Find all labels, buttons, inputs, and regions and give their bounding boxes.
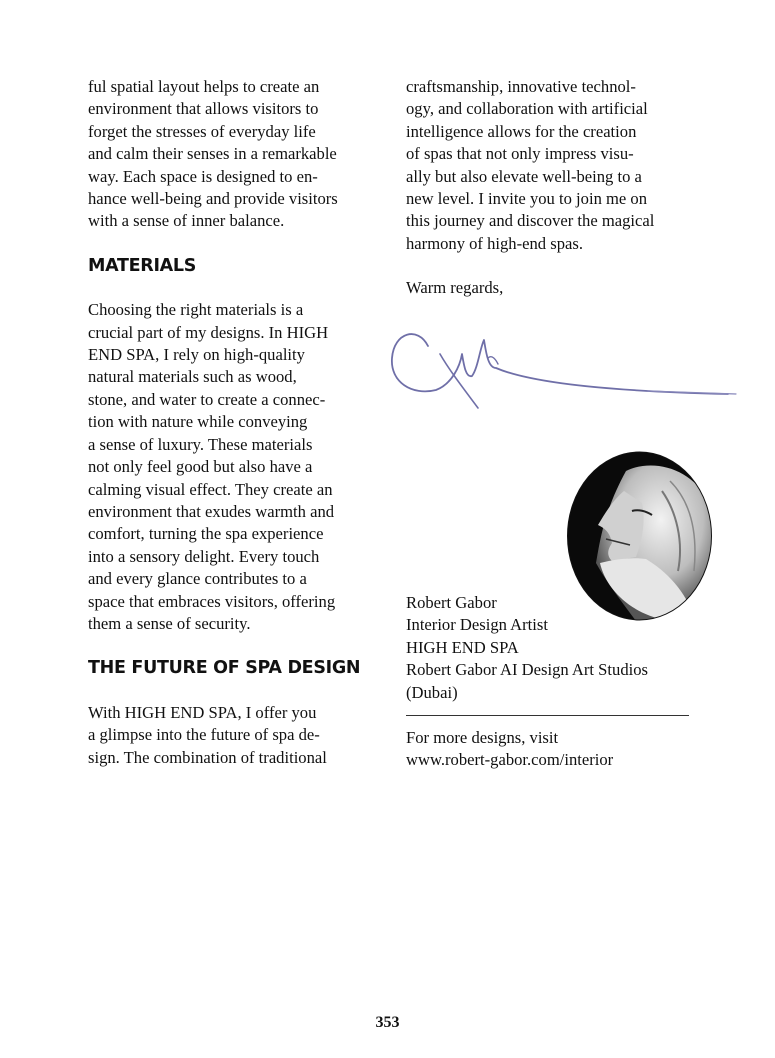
text-line: ful spatial layout helps to create an (88, 77, 320, 96)
text-line: Choosing the right materials is a (88, 300, 304, 320)
text-line: calming visual effect. They create an (88, 479, 333, 499)
left-column (88, 76, 388, 769)
materials-heading: MATERIALS (88, 255, 197, 276)
future-paragraph (88, 702, 388, 769)
text-line: sign. The combination of traditional (88, 747, 327, 767)
more-designs-text: For more designs, visit (406, 728, 559, 747)
materials-paragraph (88, 299, 388, 635)
text-line: stone, and water to create a connec- (88, 389, 326, 409)
text-line: and every glance contributes to a (88, 569, 307, 589)
page-number: 353 (375, 1014, 400, 1031)
website-url: www.robert-gabor.com/interior (406, 750, 614, 770)
author-name: Robert Gabor (406, 593, 497, 612)
text-line: tion with nature while conveying (88, 412, 308, 432)
author-title: Interior Design Artist (406, 615, 548, 635)
text-line: a sense of luxury. These materials (88, 434, 313, 454)
right-column (406, 76, 706, 300)
handwritten-signature (388, 318, 748, 413)
text-line: way. Each space is designed to en- (88, 166, 318, 186)
text-line: new level. I invite you to join me on (406, 189, 648, 209)
text-line: a glimpse into the future of spa de- (88, 725, 320, 745)
closing-salutation: Warm regards, (406, 278, 504, 298)
text-line: of spas that not only impress visu- (406, 144, 634, 164)
continuation-paragraph (406, 76, 706, 255)
text-line: space that embraces visitors, offering (88, 591, 336, 611)
text-line: ogy, and collaboration with artificial (406, 99, 648, 119)
text-line: with a sense of inner balance. (88, 211, 285, 231)
text-line: not only feel good but also have a (88, 457, 313, 477)
future-heading: THE FUTURE OF SPA DESIGN (88, 658, 361, 679)
text-line: this journey and discover the magical (406, 211, 655, 231)
text-line: and calm their senses in a remarkable (88, 144, 337, 164)
text-line: them a sense of security. (88, 613, 251, 633)
text-line: With HIGH END SPA, I offer you (88, 702, 317, 722)
text-line: crucial part of my designs. In HIGH (88, 322, 329, 342)
text-line: into a sensory delight. Every touch (88, 546, 320, 566)
studio-name: Robert Gabor AI Design Art Studios (406, 660, 648, 680)
text-line: ally but also elevate well-being to a (406, 166, 642, 186)
divider-rule (406, 715, 689, 716)
text-line: comfort, turning the spa experience (88, 524, 324, 544)
studio-location: (Dubai) (406, 682, 458, 702)
text-line: hance well-being and provide visitors (88, 189, 338, 209)
text-line: harmony of high-end spas. (406, 233, 583, 253)
intro-paragraph (88, 76, 388, 233)
text-line: environment that allows visitors to (88, 99, 319, 119)
book-title: HIGH END SPA (406, 637, 519, 657)
more-designs-note (406, 727, 613, 772)
text-line: END SPA, I rely on high-quality (88, 345, 305, 365)
text-line: craftsmanship, innovative technol- (406, 77, 636, 96)
author-signature-block (406, 592, 648, 704)
text-line: forget the stresses of everyday life (88, 121, 316, 141)
text-line: natural materials such as wood, (88, 367, 297, 387)
text-line: environment that exudes warmth and (88, 501, 335, 521)
text-line: intelligence allows for the creation (406, 121, 637, 141)
